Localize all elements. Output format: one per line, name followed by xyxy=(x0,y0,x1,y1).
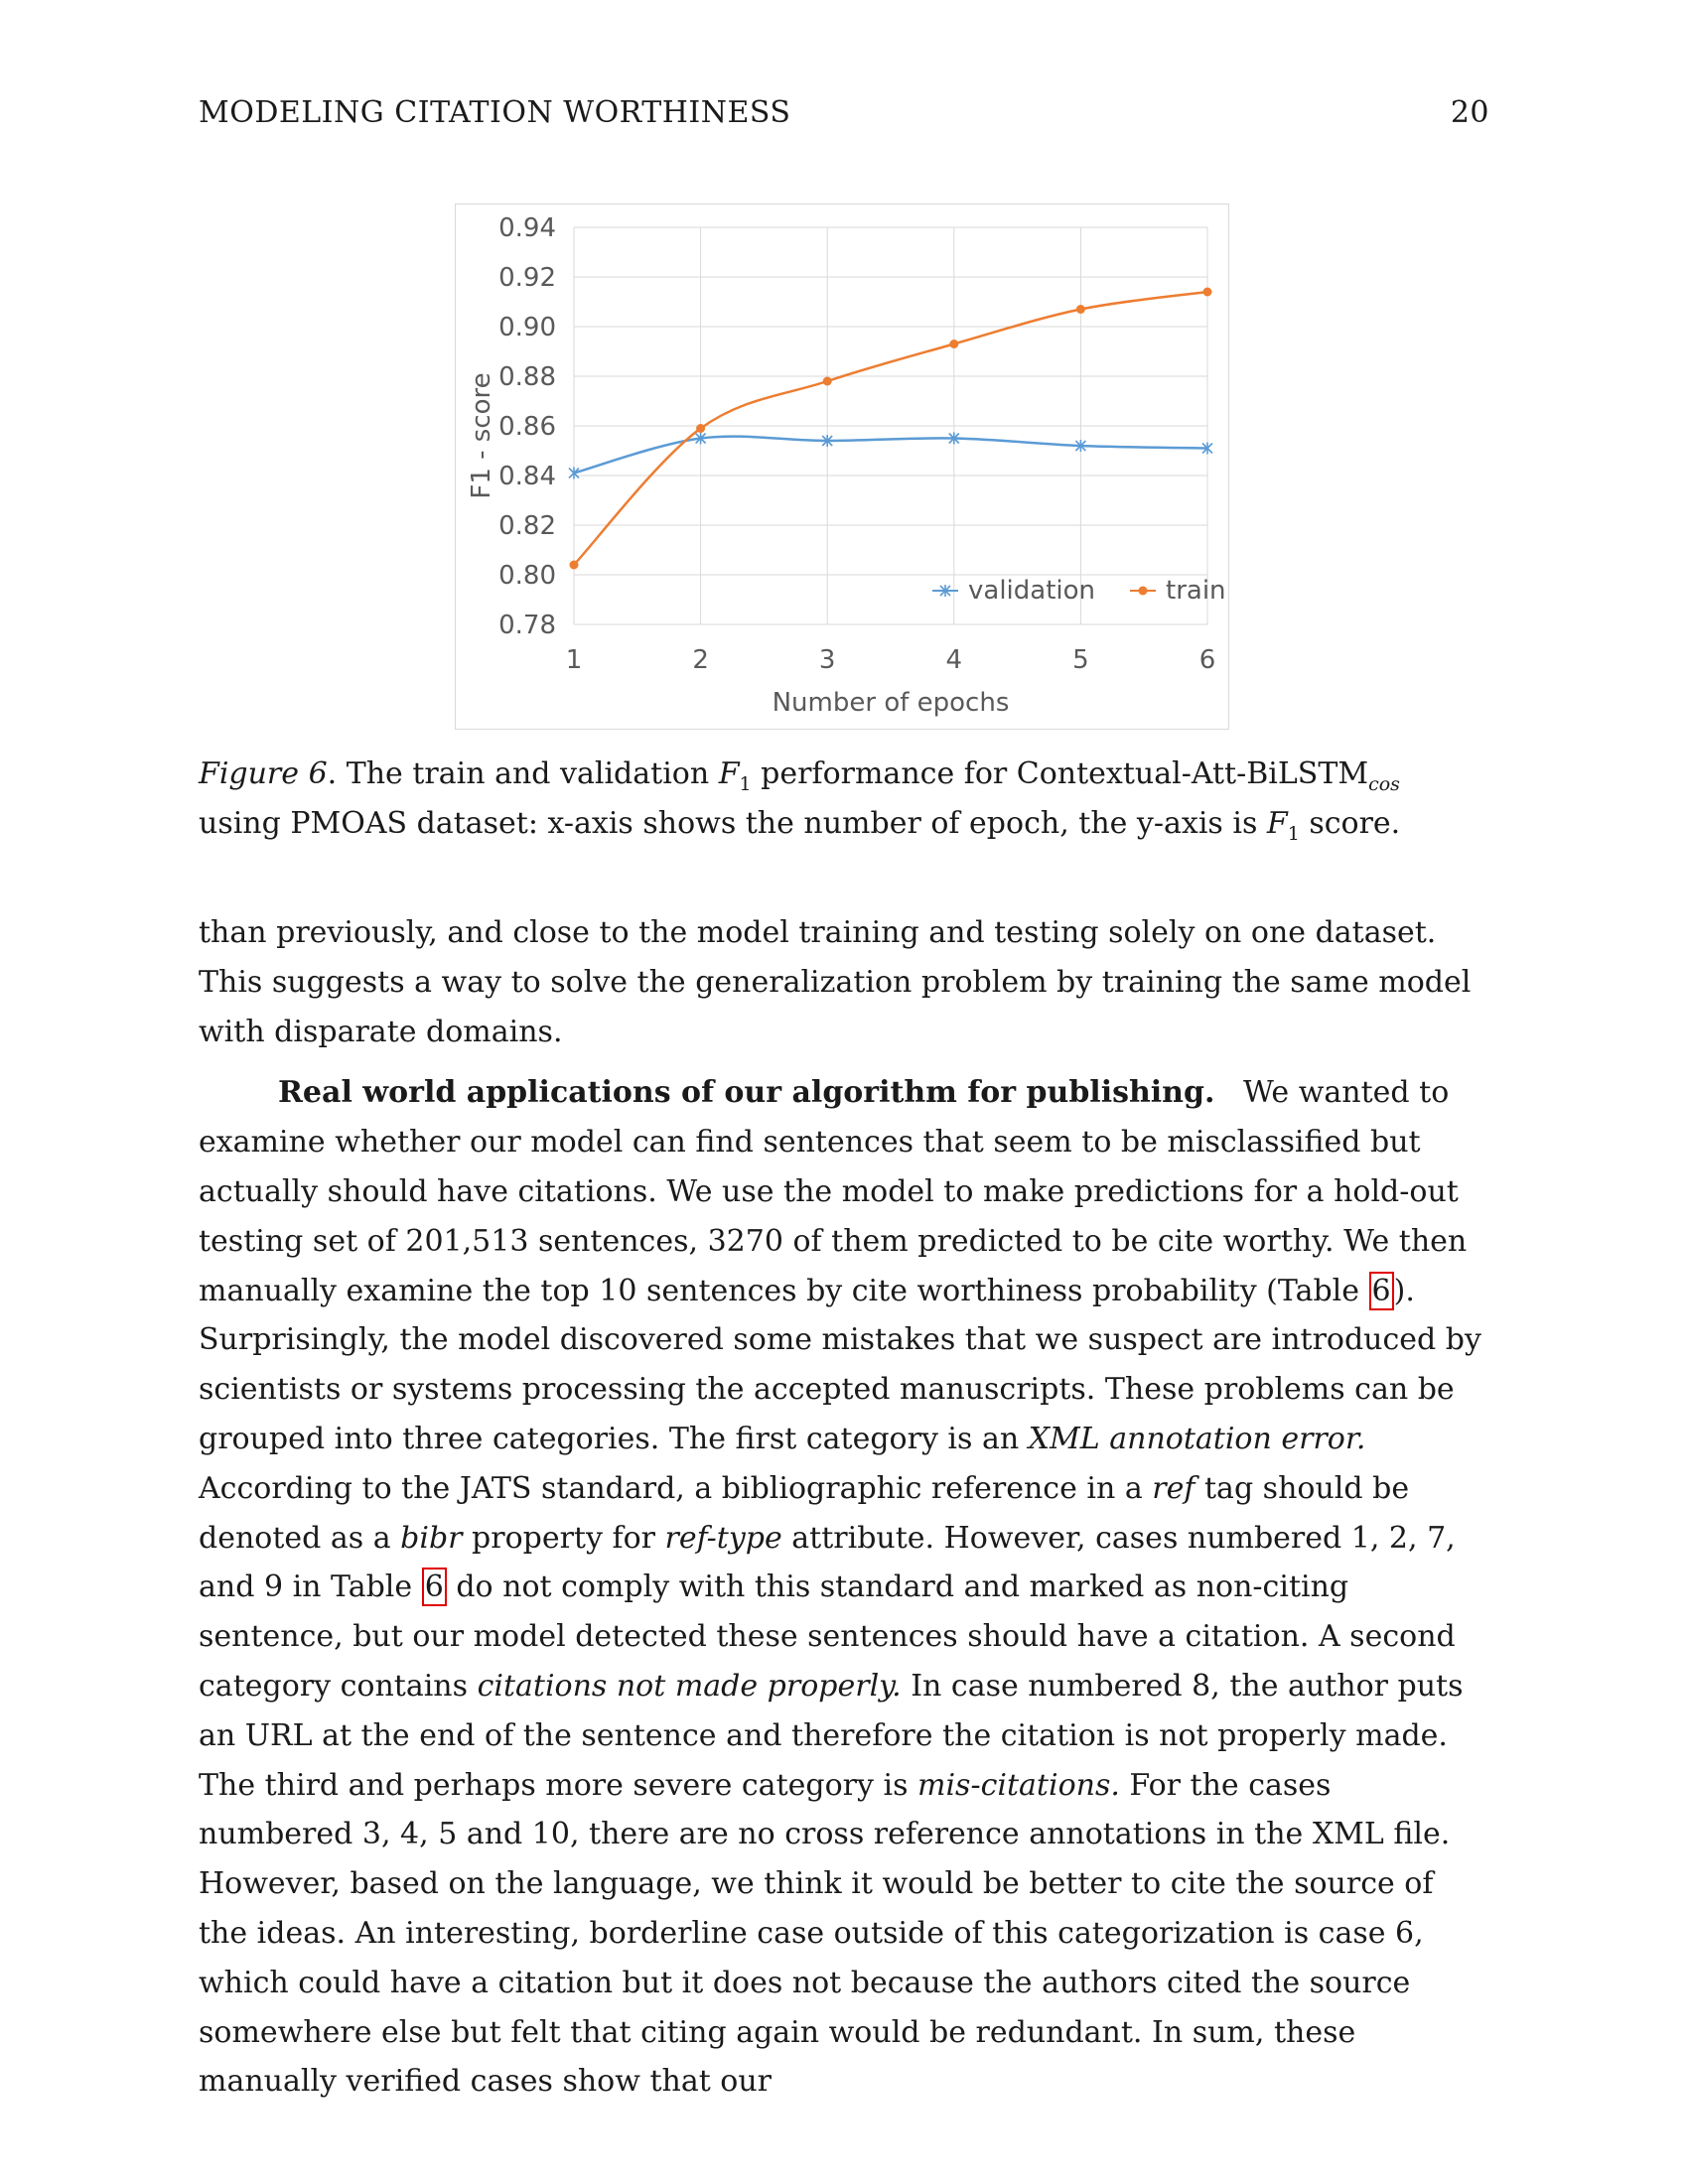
figure-label: Figure 6 xyxy=(199,756,328,791)
text-run: For the cases numbered 3, 4, 5 and 10, there are no cross reference annotations in the XML file. However, based on the language, we think it would be better to cite the source of the ideas. An interesting, borderline case outside of this categorization is case 6, which could have a citation but it does not because the authors cited the source somewhere else but felt that citing again would be redundant. In sum, these manually verified cases show that our xyxy=(199,1767,1451,2100)
y-tick-label: 0.80 xyxy=(498,561,556,591)
body-text xyxy=(199,908,1489,2107)
caption-text: using PMOAS dataset: x-axis shows the number of epoch, the y-axis is xyxy=(199,806,1267,841)
text-run: ). Surprisingly, the model discovered some mistakes that we suspect are introduced by scientists or systems processing the accepted manuscripts. These problems can be grouped into three categories. The first category is an xyxy=(199,1273,1481,1456)
x-tick-label: 4 xyxy=(945,645,963,675)
emphasis: ref-type xyxy=(664,1520,782,1556)
train-data-point xyxy=(823,377,832,386)
caption-f-symbol: F xyxy=(1266,806,1288,841)
caption-text: performance for Contextual-Att-BiLSTM xyxy=(751,756,1369,791)
train-data-point xyxy=(1203,288,1212,297)
caption-f-subscript: 1 xyxy=(739,773,752,795)
y-axis-label: F1 - score xyxy=(467,372,496,499)
text-run: attribute. However, cases numbered 1, 2, 7, and 9 in Table xyxy=(199,1520,1456,1605)
text-run: property for xyxy=(462,1520,665,1556)
line-chart xyxy=(456,205,1228,729)
train-data-point xyxy=(1076,305,1085,314)
caption-model-subscript: cos xyxy=(1368,773,1400,795)
train-legend-label: train xyxy=(1166,576,1226,606)
figure-chart-frame xyxy=(455,204,1229,730)
y-tick-label: 0.84 xyxy=(498,462,556,491)
emphasis: bibr xyxy=(400,1520,463,1556)
text-run: tag should be denoted as a xyxy=(199,1470,1410,1556)
caption-f-subscript: 1 xyxy=(1287,823,1300,845)
x-tick-label: 6 xyxy=(1198,645,1216,675)
y-tick-label: 0.86 xyxy=(498,412,556,442)
text-run: According to the JATS standard, a bibliographic reference in a xyxy=(199,1470,1153,1506)
train-data-point xyxy=(949,340,958,348)
train-series-line xyxy=(574,292,1207,565)
caption-f-symbol: F xyxy=(718,756,740,791)
validation-legend-label: validation xyxy=(968,576,1096,606)
emphasis: mis-citations. xyxy=(917,1767,1120,1803)
table-reference-link[interactable]: 6 xyxy=(1369,1272,1394,1310)
y-tick-label: 0.78 xyxy=(498,611,556,640)
text-run: We wanted to examine whether our model can find sentences that seem to be misclassified but actually should have citations. We use the model to make predictions for a hold-out testing set of 201,513 sentences, 3270 of them predicted to be cite worthy. We then manually examine the top 10 sentences by cite worthiness probability (Table xyxy=(199,1075,1468,1308)
train-data-point xyxy=(696,424,705,433)
train-legend-marker xyxy=(1139,587,1148,596)
y-tick-label: 0.90 xyxy=(498,313,556,342)
paragraph: than previously, and close to the model training and testing solely on one dataset. This suggests a way to solve the generalization problem by training the same model with disparate domains. xyxy=(199,915,1472,1049)
y-tick-label: 0.88 xyxy=(498,362,556,392)
train-data-point xyxy=(570,561,579,570)
x-axis-label: Number of epochs xyxy=(772,688,1010,718)
running-title: MODELING CITATION WORTHINESS xyxy=(199,95,791,130)
text-run: do not comply with this standard and marked as non-citing sentence, but our model detected these sentences should have a citation. A second category contains xyxy=(199,1570,1456,1704)
caption-text: . The train and validation xyxy=(327,756,719,791)
x-tick-label: 2 xyxy=(692,645,709,675)
paragraph xyxy=(199,1068,1489,2107)
figure-caption xyxy=(199,754,1489,854)
emphasis: ref xyxy=(1152,1470,1196,1506)
y-tick-label: 0.92 xyxy=(498,263,556,293)
page-number: 20 xyxy=(1450,95,1489,130)
emphasis: XML annotation error. xyxy=(1028,1421,1366,1456)
y-tick-label: 0.82 xyxy=(498,511,556,541)
table-reference-link[interactable]: 6 xyxy=(422,1568,447,1606)
x-tick-label: 5 xyxy=(1072,645,1089,675)
page-header xyxy=(199,95,1489,130)
caption-text: score. xyxy=(1299,806,1401,841)
emphasis: citations not made properly. xyxy=(477,1668,902,1704)
paragraph-heading: Real world applications of our algorithm for publishing. xyxy=(278,1075,1215,1111)
text-run: In case numbered 8, the author puts an URL at the end of the sentence and therefore the citation is not properly made. The third and perhaps more severe category is xyxy=(199,1668,1464,1803)
y-tick-label: 0.94 xyxy=(498,213,556,243)
x-tick-label: 3 xyxy=(818,645,836,675)
x-tick-label: 1 xyxy=(565,645,583,675)
